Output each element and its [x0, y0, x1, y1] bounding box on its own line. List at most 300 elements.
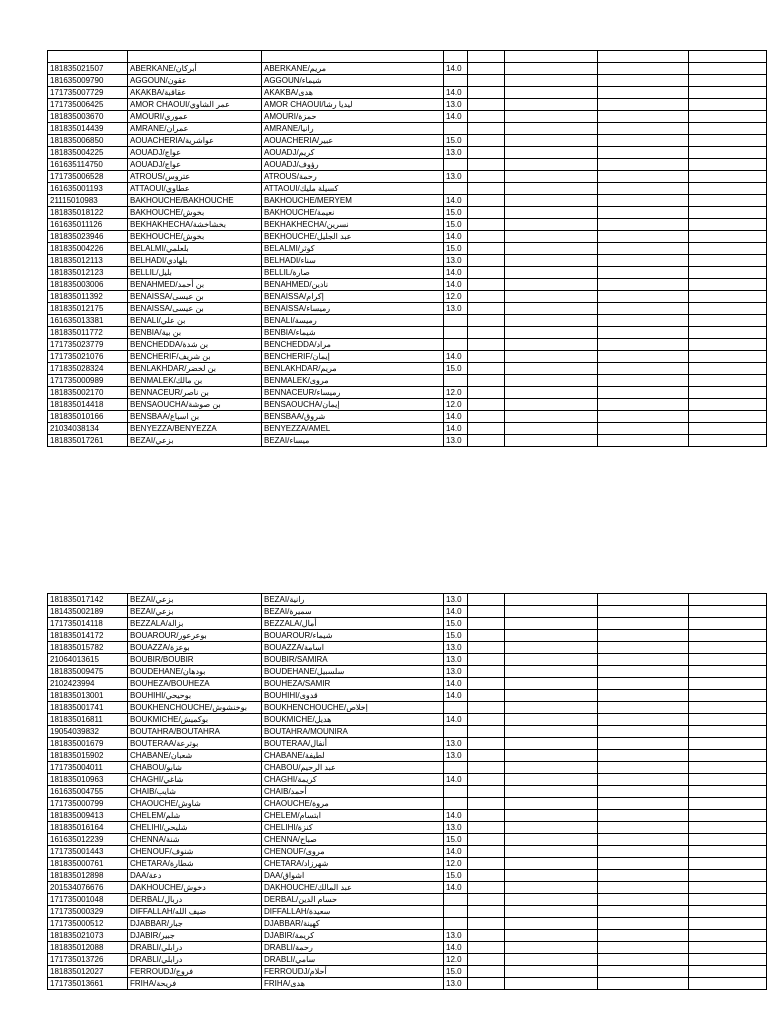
- table-row: [48, 726, 767, 738]
- empty-cell: [468, 63, 505, 75]
- student-id-cell: 181835010166: [48, 411, 128, 423]
- empty-cell: [598, 750, 689, 762]
- empty-cell: [689, 363, 767, 375]
- grade-cell: [444, 375, 468, 387]
- empty-cell: [598, 327, 689, 339]
- full-name-cell: DRABLI/رحمة: [262, 942, 444, 954]
- full-name-cell: BEKHAKHECHA/نسرين: [262, 219, 444, 231]
- empty-cell: [468, 654, 505, 666]
- empty-cell: [689, 279, 767, 291]
- surname-cell: CHETARA/شطارة: [128, 858, 262, 870]
- full-name-cell: AKAKBA/هدى: [262, 87, 444, 99]
- empty-cell: [468, 279, 505, 291]
- empty-cell: [505, 75, 598, 87]
- empty-cell: [689, 351, 767, 363]
- student-id-cell: 171735021076: [48, 351, 128, 363]
- empty-cell: [468, 219, 505, 231]
- grade-cell: 14.0: [444, 942, 468, 954]
- empty-cell: [505, 666, 598, 678]
- full-name-cell: CHETARA/شهرزاد: [262, 858, 444, 870]
- empty-cell: [689, 207, 767, 219]
- empty-cell: [598, 147, 689, 159]
- grade-cell: [444, 894, 468, 906]
- full-name-cell: BOUTAHRA/MOUNIRA: [262, 726, 444, 738]
- surname-cell: ABERKANE/أبركان: [128, 63, 262, 75]
- grade-cell: [444, 786, 468, 798]
- full-name-cell: CHABANE/لطيفة: [262, 750, 444, 762]
- empty-cell: [689, 327, 767, 339]
- student-id-cell: 181435002189: [48, 606, 128, 618]
- empty-cell: [598, 183, 689, 195]
- empty-cell: [598, 387, 689, 399]
- student-id-cell: 181835018122: [48, 207, 128, 219]
- grade-cell: 12.0: [444, 954, 468, 966]
- empty-cell: [689, 882, 767, 894]
- surname-cell: CHELEM/شلم: [128, 810, 262, 822]
- grade-cell: 14.0: [444, 606, 468, 618]
- table-row: [48, 834, 767, 846]
- empty-cell: [468, 690, 505, 702]
- empty-cell: [468, 978, 505, 990]
- empty-cell: [689, 702, 767, 714]
- grade-cell: [444, 798, 468, 810]
- surname-cell: BENLAKHDAR/بن لخضر: [128, 363, 262, 375]
- surname-cell: BOUHEZA/BOUHEZA: [128, 678, 262, 690]
- full-name-cell: AOUACHERIA/عبير: [262, 135, 444, 147]
- student-id-cell: 161635114750: [48, 159, 128, 171]
- full-name-cell: AMOR CHAOUI/ليديا رشا: [262, 99, 444, 111]
- surname-cell: AOUADJ/عواج: [128, 159, 262, 171]
- empty-cell: [505, 351, 598, 363]
- empty-cell: [468, 918, 505, 930]
- student-id-cell: 181835012123: [48, 267, 128, 279]
- table-row: [48, 351, 767, 363]
- table-row: [48, 750, 767, 762]
- empty-cell: [689, 726, 767, 738]
- empty-cell: [468, 930, 505, 942]
- student-id-cell: 171735014118: [48, 618, 128, 630]
- empty-cell: [689, 99, 767, 111]
- table-row: [48, 630, 767, 642]
- empty-cell: [505, 423, 598, 435]
- empty-cell: [468, 171, 505, 183]
- empty-cell: [689, 399, 767, 411]
- empty-cell: [689, 870, 767, 882]
- empty-cell: [505, 315, 598, 327]
- grade-cell: 14.0: [444, 714, 468, 726]
- empty-cell: [468, 762, 505, 774]
- grade-cell: 13.0: [444, 642, 468, 654]
- grade-cell: [444, 726, 468, 738]
- empty-cell: [468, 954, 505, 966]
- grade-cell: 15.0: [444, 618, 468, 630]
- empty-cell: [689, 654, 767, 666]
- student-id-cell: 171735013726: [48, 954, 128, 966]
- empty-cell: [505, 411, 598, 423]
- empty-cell: [689, 906, 767, 918]
- empty-cell: [468, 630, 505, 642]
- full-name-cell: AMOURI/حمزة: [262, 111, 444, 123]
- full-name-cell: BOUHEZA/SAMIR: [262, 678, 444, 690]
- full-name-cell: AMRANE/رانيا: [262, 123, 444, 135]
- student-id-cell: 171735006425: [48, 99, 128, 111]
- student-id-cell: 181835001741: [48, 702, 128, 714]
- table-row: [48, 87, 767, 99]
- full-name-cell: BENALI/رميسة: [262, 315, 444, 327]
- surname-cell: AKAKBA/عقاقبة: [128, 87, 262, 99]
- table-row: [48, 231, 767, 243]
- full-name-cell: [262, 51, 444, 63]
- empty-cell: [598, 930, 689, 942]
- empty-cell: [505, 243, 598, 255]
- student-id-cell: 171735023779: [48, 339, 128, 351]
- table-row: [48, 810, 767, 822]
- empty-cell: [598, 75, 689, 87]
- surname-cell: ATROUS/عتروس: [128, 171, 262, 183]
- full-name-cell: BEZAI/رانية: [262, 594, 444, 606]
- empty-cell: [505, 231, 598, 243]
- surname-cell: BENCHERIF/بن شريف: [128, 351, 262, 363]
- full-name-cell: DAKHOUCHE/عبد المالك: [262, 882, 444, 894]
- table-row: [48, 411, 767, 423]
- empty-cell: [598, 690, 689, 702]
- empty-cell: [505, 111, 598, 123]
- empty-cell: [505, 399, 598, 411]
- full-name-cell: BOUAZZA/اسامة: [262, 642, 444, 654]
- grade-cell: 13.0: [444, 147, 468, 159]
- empty-cell: [689, 762, 767, 774]
- surname-cell: BENMALEK/بن مالك: [128, 375, 262, 387]
- grade-cell: 13.0: [444, 666, 468, 678]
- grade-cell: 14.0: [444, 195, 468, 207]
- empty-cell: [689, 303, 767, 315]
- table-row: [48, 786, 767, 798]
- empty-cell: [598, 87, 689, 99]
- empty-cell: [598, 666, 689, 678]
- student-id-cell: 181835012113: [48, 255, 128, 267]
- empty-cell: [505, 870, 598, 882]
- surname-cell: BENALI/بن علي: [128, 315, 262, 327]
- table-row: [48, 399, 767, 411]
- student-id-cell: 181835017142: [48, 594, 128, 606]
- grade-cell: 12.0: [444, 291, 468, 303]
- empty-cell: [598, 51, 689, 63]
- surname-cell: CHENOUF/شنوف: [128, 846, 262, 858]
- grade-cell: 13.0: [444, 738, 468, 750]
- surname-cell: BENBIA/بن بية: [128, 327, 262, 339]
- table-row: [48, 882, 767, 894]
- full-name-cell: BELHADI/سناء: [262, 255, 444, 267]
- roster-table-2: [47, 593, 767, 990]
- empty-cell: [689, 111, 767, 123]
- surname-cell: CHABANE/شعبان: [128, 750, 262, 762]
- empty-cell: [598, 894, 689, 906]
- grade-cell: 15.0: [444, 207, 468, 219]
- grade-cell: 13.0: [444, 435, 468, 447]
- full-name-cell: DIFFALLAH/سعيدة: [262, 906, 444, 918]
- table-row: [48, 111, 767, 123]
- grade-cell: 14.0: [444, 87, 468, 99]
- table-row: [48, 219, 767, 231]
- student-id-cell: 181835011772: [48, 327, 128, 339]
- student-id-cell: 161635011126: [48, 219, 128, 231]
- empty-cell: [689, 387, 767, 399]
- empty-cell: [468, 666, 505, 678]
- empty-cell: [505, 750, 598, 762]
- grade-cell: 14.0: [444, 690, 468, 702]
- surname-cell: BEZZALA/بزالة: [128, 618, 262, 630]
- grade-cell: [444, 315, 468, 327]
- table-row: [48, 435, 767, 447]
- empty-cell: [689, 714, 767, 726]
- grade-cell: 13.0: [444, 255, 468, 267]
- grade-cell: 14.0: [444, 846, 468, 858]
- student-id-cell: 171735000329: [48, 906, 128, 918]
- student-id-cell: 181835015782: [48, 642, 128, 654]
- student-id-cell: 171735000799: [48, 798, 128, 810]
- grade-cell: 13.0: [444, 930, 468, 942]
- empty-cell: [468, 435, 505, 447]
- empty-cell: [468, 606, 505, 618]
- empty-cell: [505, 978, 598, 990]
- grade-cell: 12.0: [444, 399, 468, 411]
- empty-cell: [468, 159, 505, 171]
- student-id-cell: 181835015902: [48, 750, 128, 762]
- empty-cell: [689, 666, 767, 678]
- student-id-cell: [48, 51, 128, 63]
- table-row: [48, 363, 767, 375]
- table-row: [48, 798, 767, 810]
- empty-cell: [689, 75, 767, 87]
- empty-cell: [689, 315, 767, 327]
- full-name-cell: CHELIHI/كنزة: [262, 822, 444, 834]
- empty-cell: [505, 678, 598, 690]
- empty-cell: [598, 594, 689, 606]
- empty-cell: [598, 822, 689, 834]
- full-name-cell: BENSAOUCHA/إيمان: [262, 399, 444, 411]
- grade-cell: [444, 327, 468, 339]
- surname-cell: BENNACEUR/بن ناصر: [128, 387, 262, 399]
- surname-cell: BELHADI/بلهادي: [128, 255, 262, 267]
- empty-cell: [505, 822, 598, 834]
- empty-cell: [505, 267, 598, 279]
- grade-cell: [444, 918, 468, 930]
- empty-cell: [689, 798, 767, 810]
- grade-cell: 12.0: [444, 858, 468, 870]
- empty-cell: [468, 375, 505, 387]
- surname-cell: FERROUDJ/فروج: [128, 966, 262, 978]
- grade-cell: 14.0: [444, 678, 468, 690]
- surname-cell: BEKHOUCHE/بخوش: [128, 231, 262, 243]
- empty-cell: [689, 690, 767, 702]
- surname-cell: AMOR CHAOUI/عمر الشاوي: [128, 99, 262, 111]
- surname-cell: BENCHEDDA/بن شدة: [128, 339, 262, 351]
- table-row: [48, 171, 767, 183]
- surname-cell: BENSAOUCHA/بن صوشة: [128, 399, 262, 411]
- surname-cell: BENAISSA/بن عيسى: [128, 303, 262, 315]
- surname-cell: BENYEZZA/BENYEZZA: [128, 423, 262, 435]
- full-name-cell: AOUADJ/كريم: [262, 147, 444, 159]
- empty-cell: [689, 954, 767, 966]
- empty-cell: [468, 834, 505, 846]
- grade-cell: 13.0: [444, 822, 468, 834]
- full-name-cell: DJABIR/كريمة: [262, 930, 444, 942]
- empty-cell: [468, 714, 505, 726]
- empty-cell: [598, 846, 689, 858]
- student-id-cell: 181835004225: [48, 147, 128, 159]
- student-id-cell: 201534076676: [48, 882, 128, 894]
- surname-cell: BOUAZZA/بوعزة: [128, 642, 262, 654]
- student-id-cell: 181835016811: [48, 714, 128, 726]
- full-name-cell: BENNACEUR/رميساء: [262, 387, 444, 399]
- surname-cell: BELLIL/بليل: [128, 267, 262, 279]
- empty-cell: [505, 435, 598, 447]
- empty-cell: [598, 219, 689, 231]
- table-row: [48, 75, 767, 87]
- empty-cell: [598, 423, 689, 435]
- full-name-cell: BAKHOUCHE/MERYEM: [262, 195, 444, 207]
- empty-cell: [598, 726, 689, 738]
- empty-cell: [468, 846, 505, 858]
- full-name-cell: BEZZALA/أمال: [262, 618, 444, 630]
- surname-cell: DAA/دعة: [128, 870, 262, 882]
- grade-cell: [444, 339, 468, 351]
- empty-cell: [689, 930, 767, 942]
- empty-cell: [598, 714, 689, 726]
- empty-cell: [505, 279, 598, 291]
- surname-cell: BENAHMED/بن أحمد: [128, 279, 262, 291]
- empty-cell: [689, 894, 767, 906]
- student-id-cell: 181835017261: [48, 435, 128, 447]
- empty-cell: [598, 870, 689, 882]
- table-row: [48, 387, 767, 399]
- grade-cell: 13.0: [444, 750, 468, 762]
- student-id-cell: 171735001443: [48, 846, 128, 858]
- empty-cell: [468, 810, 505, 822]
- empty-cell: [689, 159, 767, 171]
- empty-cell: [468, 315, 505, 327]
- grade-cell: [444, 159, 468, 171]
- empty-cell: [689, 87, 767, 99]
- empty-cell: [689, 231, 767, 243]
- empty-cell: [505, 87, 598, 99]
- empty-cell: [505, 654, 598, 666]
- surname-cell: BOUDEHANE/بودهان: [128, 666, 262, 678]
- table-row: [48, 678, 767, 690]
- table-row: [48, 303, 767, 315]
- empty-cell: [598, 834, 689, 846]
- student-id-cell: 171735007729: [48, 87, 128, 99]
- surname-cell: CHELIHI/شليحي: [128, 822, 262, 834]
- grade-cell: 14.0: [444, 351, 468, 363]
- full-name-cell: BENMALEK/مروى: [262, 375, 444, 387]
- student-id-cell: 171735013661: [48, 978, 128, 990]
- surname-cell: BEZAI/بزعي: [128, 606, 262, 618]
- empty-cell: [689, 135, 767, 147]
- empty-cell: [468, 207, 505, 219]
- empty-cell: [505, 906, 598, 918]
- grade-cell: 15.0: [444, 219, 468, 231]
- empty-cell: [598, 375, 689, 387]
- empty-cell: [468, 870, 505, 882]
- grade-cell: 13.0: [444, 99, 468, 111]
- student-id-cell: 2102423994: [48, 678, 128, 690]
- surname-cell: CHAOUCHE/شاوش: [128, 798, 262, 810]
- empty-cell: [689, 375, 767, 387]
- empty-cell: [468, 738, 505, 750]
- empty-cell: [598, 111, 689, 123]
- student-id-cell: 181835009475: [48, 666, 128, 678]
- table-row: [48, 654, 767, 666]
- table-row: [48, 738, 767, 750]
- grade-cell: 15.0: [444, 363, 468, 375]
- empty-cell: [505, 339, 598, 351]
- table-row: [48, 906, 767, 918]
- empty-cell: [689, 618, 767, 630]
- full-name-cell: BAKHOUCHE/نعيمة: [262, 207, 444, 219]
- grade-cell: 14.0: [444, 111, 468, 123]
- empty-cell: [468, 858, 505, 870]
- grade-cell: [444, 183, 468, 195]
- surname-cell: ATTAOUI/عطاوي: [128, 183, 262, 195]
- table-row: [48, 702, 767, 714]
- surname-cell: AMOURI/عموري: [128, 111, 262, 123]
- table-row: [48, 606, 767, 618]
- empty-cell: [689, 147, 767, 159]
- table-row: [48, 195, 767, 207]
- empty-cell: [505, 195, 598, 207]
- student-id-cell: 181835021073: [48, 930, 128, 942]
- empty-cell: [598, 63, 689, 75]
- grade-cell: 14.0: [444, 774, 468, 786]
- table-row: [48, 207, 767, 219]
- empty-cell: [598, 255, 689, 267]
- empty-cell: [468, 774, 505, 786]
- surname-cell: CHENNA/شنة: [128, 834, 262, 846]
- full-name-cell: BELALMI/كوثر: [262, 243, 444, 255]
- student-id-cell: 171735001048: [48, 894, 128, 906]
- empty-cell: [468, 195, 505, 207]
- empty-cell: [598, 702, 689, 714]
- empty-cell: [689, 339, 767, 351]
- full-name-cell: BOUDEHANE/سلسبيل: [262, 666, 444, 678]
- empty-cell: [505, 135, 598, 147]
- empty-cell: [505, 930, 598, 942]
- student-id-cell: 181835002170: [48, 387, 128, 399]
- empty-cell: [468, 75, 505, 87]
- empty-cell: [505, 690, 598, 702]
- surname-cell: FRIHA/فريحة: [128, 978, 262, 990]
- student-id-cell: 181835013001: [48, 690, 128, 702]
- table-row: [48, 279, 767, 291]
- table-row: [48, 666, 767, 678]
- student-id-cell: 171735000989: [48, 375, 128, 387]
- table-row: [48, 822, 767, 834]
- student-id-cell: 21064013615: [48, 654, 128, 666]
- empty-cell: [468, 387, 505, 399]
- empty-cell: [505, 918, 598, 930]
- empty-cell: [689, 630, 767, 642]
- surname-cell: AOUADJ/عواج: [128, 147, 262, 159]
- student-id-cell: 181835014439: [48, 123, 128, 135]
- grade-cell: 13.0: [444, 978, 468, 990]
- empty-cell: [468, 291, 505, 303]
- grade-cell: 14.0: [444, 411, 468, 423]
- student-id-cell: 181835016164: [48, 822, 128, 834]
- surname-cell: CHAGHI/شاغي: [128, 774, 262, 786]
- student-id-cell: 19054039832: [48, 726, 128, 738]
- table-row: [48, 159, 767, 171]
